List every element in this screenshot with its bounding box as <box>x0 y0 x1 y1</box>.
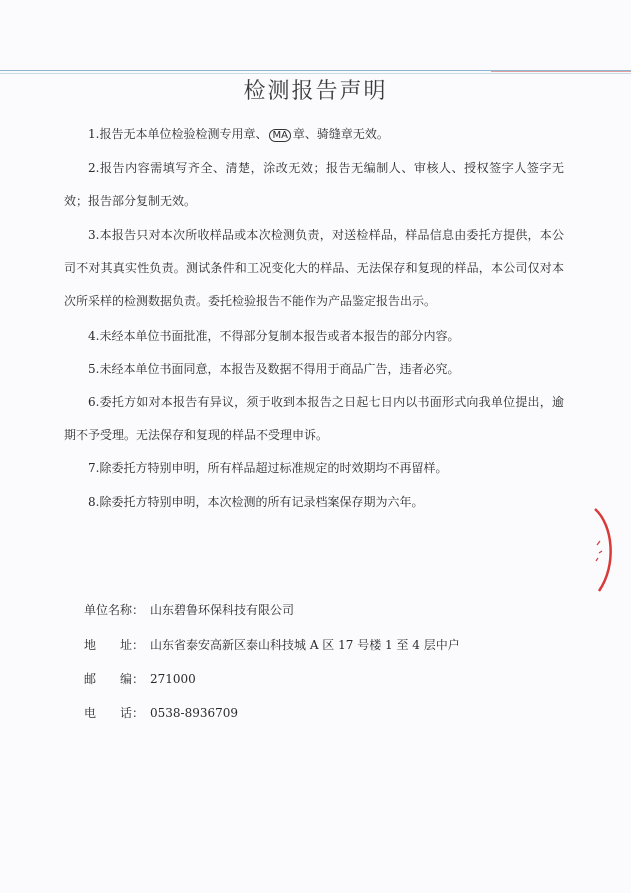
company-phone-row <box>84 705 238 721</box>
company-name: 山东碧鲁环保科技有限公司 <box>150 603 295 617</box>
company-name-row <box>84 602 294 618</box>
statement-1-text-b: 章、骑缝章无效。 <box>292 127 389 141</box>
company-postcode-row <box>84 671 196 687</box>
statement-7: 7.除委托方特别申明，所有样品超过标准规定的时效期均不再留样。 <box>88 461 448 475</box>
company-name-label: 单位名称： <box>84 603 145 617</box>
statement-1-text-a: 1.报告无本单位检验检测专用章、 <box>88 127 268 141</box>
company-address-row <box>84 637 460 653</box>
company-address-label: 地 址： <box>84 638 145 652</box>
company-postcode-label: 邮 编： <box>84 672 145 686</box>
statement-6: 6.委托方如对本报告有异议，须于收到本报告之日起七日内以书面形式向我单位提出，逾期不予受理。无法保存和复现的样品不受理申诉。 <box>64 395 564 442</box>
company-phone: 0538-8936709 <box>150 706 239 720</box>
statement-8: 8.除委托方特别申明，本次检测的所有记录档案保存期为六年。 <box>88 495 424 509</box>
statement-4: 4.未经本单位书面批准，不得部分复制本报告或者本报告的部分内容。 <box>88 329 460 343</box>
header-rule-red <box>491 71 631 72</box>
company-address: 山东省泰安高新区泰山科技城 A 区 17 号楼 1 至 4 层中户 <box>150 638 460 652</box>
company-phone-label: 电 话： <box>84 706 145 720</box>
statement-2: 2.报告内容需填写齐全、清楚，涂改无效；报告无编制人、审核人、授权签字人签字无效；报告部分复制无效。 <box>64 161 564 208</box>
statement-3: 3.本报告只对本次所收样品或本次检测负责，对送检样品，样品信息由委托方提供，本公司不对其真实性负责。测试条件和工况变化大的样品、无法保存和复现的样品，本公司仅对本次所采样的检测数据负责。委托检验报告不能作为产品鉴定报告出示。 <box>64 228 564 308</box>
statement-1 <box>64 118 564 151</box>
seal-stamp-icon <box>593 505 617 595</box>
page-title: 检测报告声明 <box>243 79 388 104</box>
company-postcode: 271000 <box>150 672 196 686</box>
cma-mark-icon: MA <box>269 129 290 142</box>
statement-5: 5.未经本单位书面同意，本报告及数据不得用于商品广告，违者必究。 <box>88 362 460 376</box>
